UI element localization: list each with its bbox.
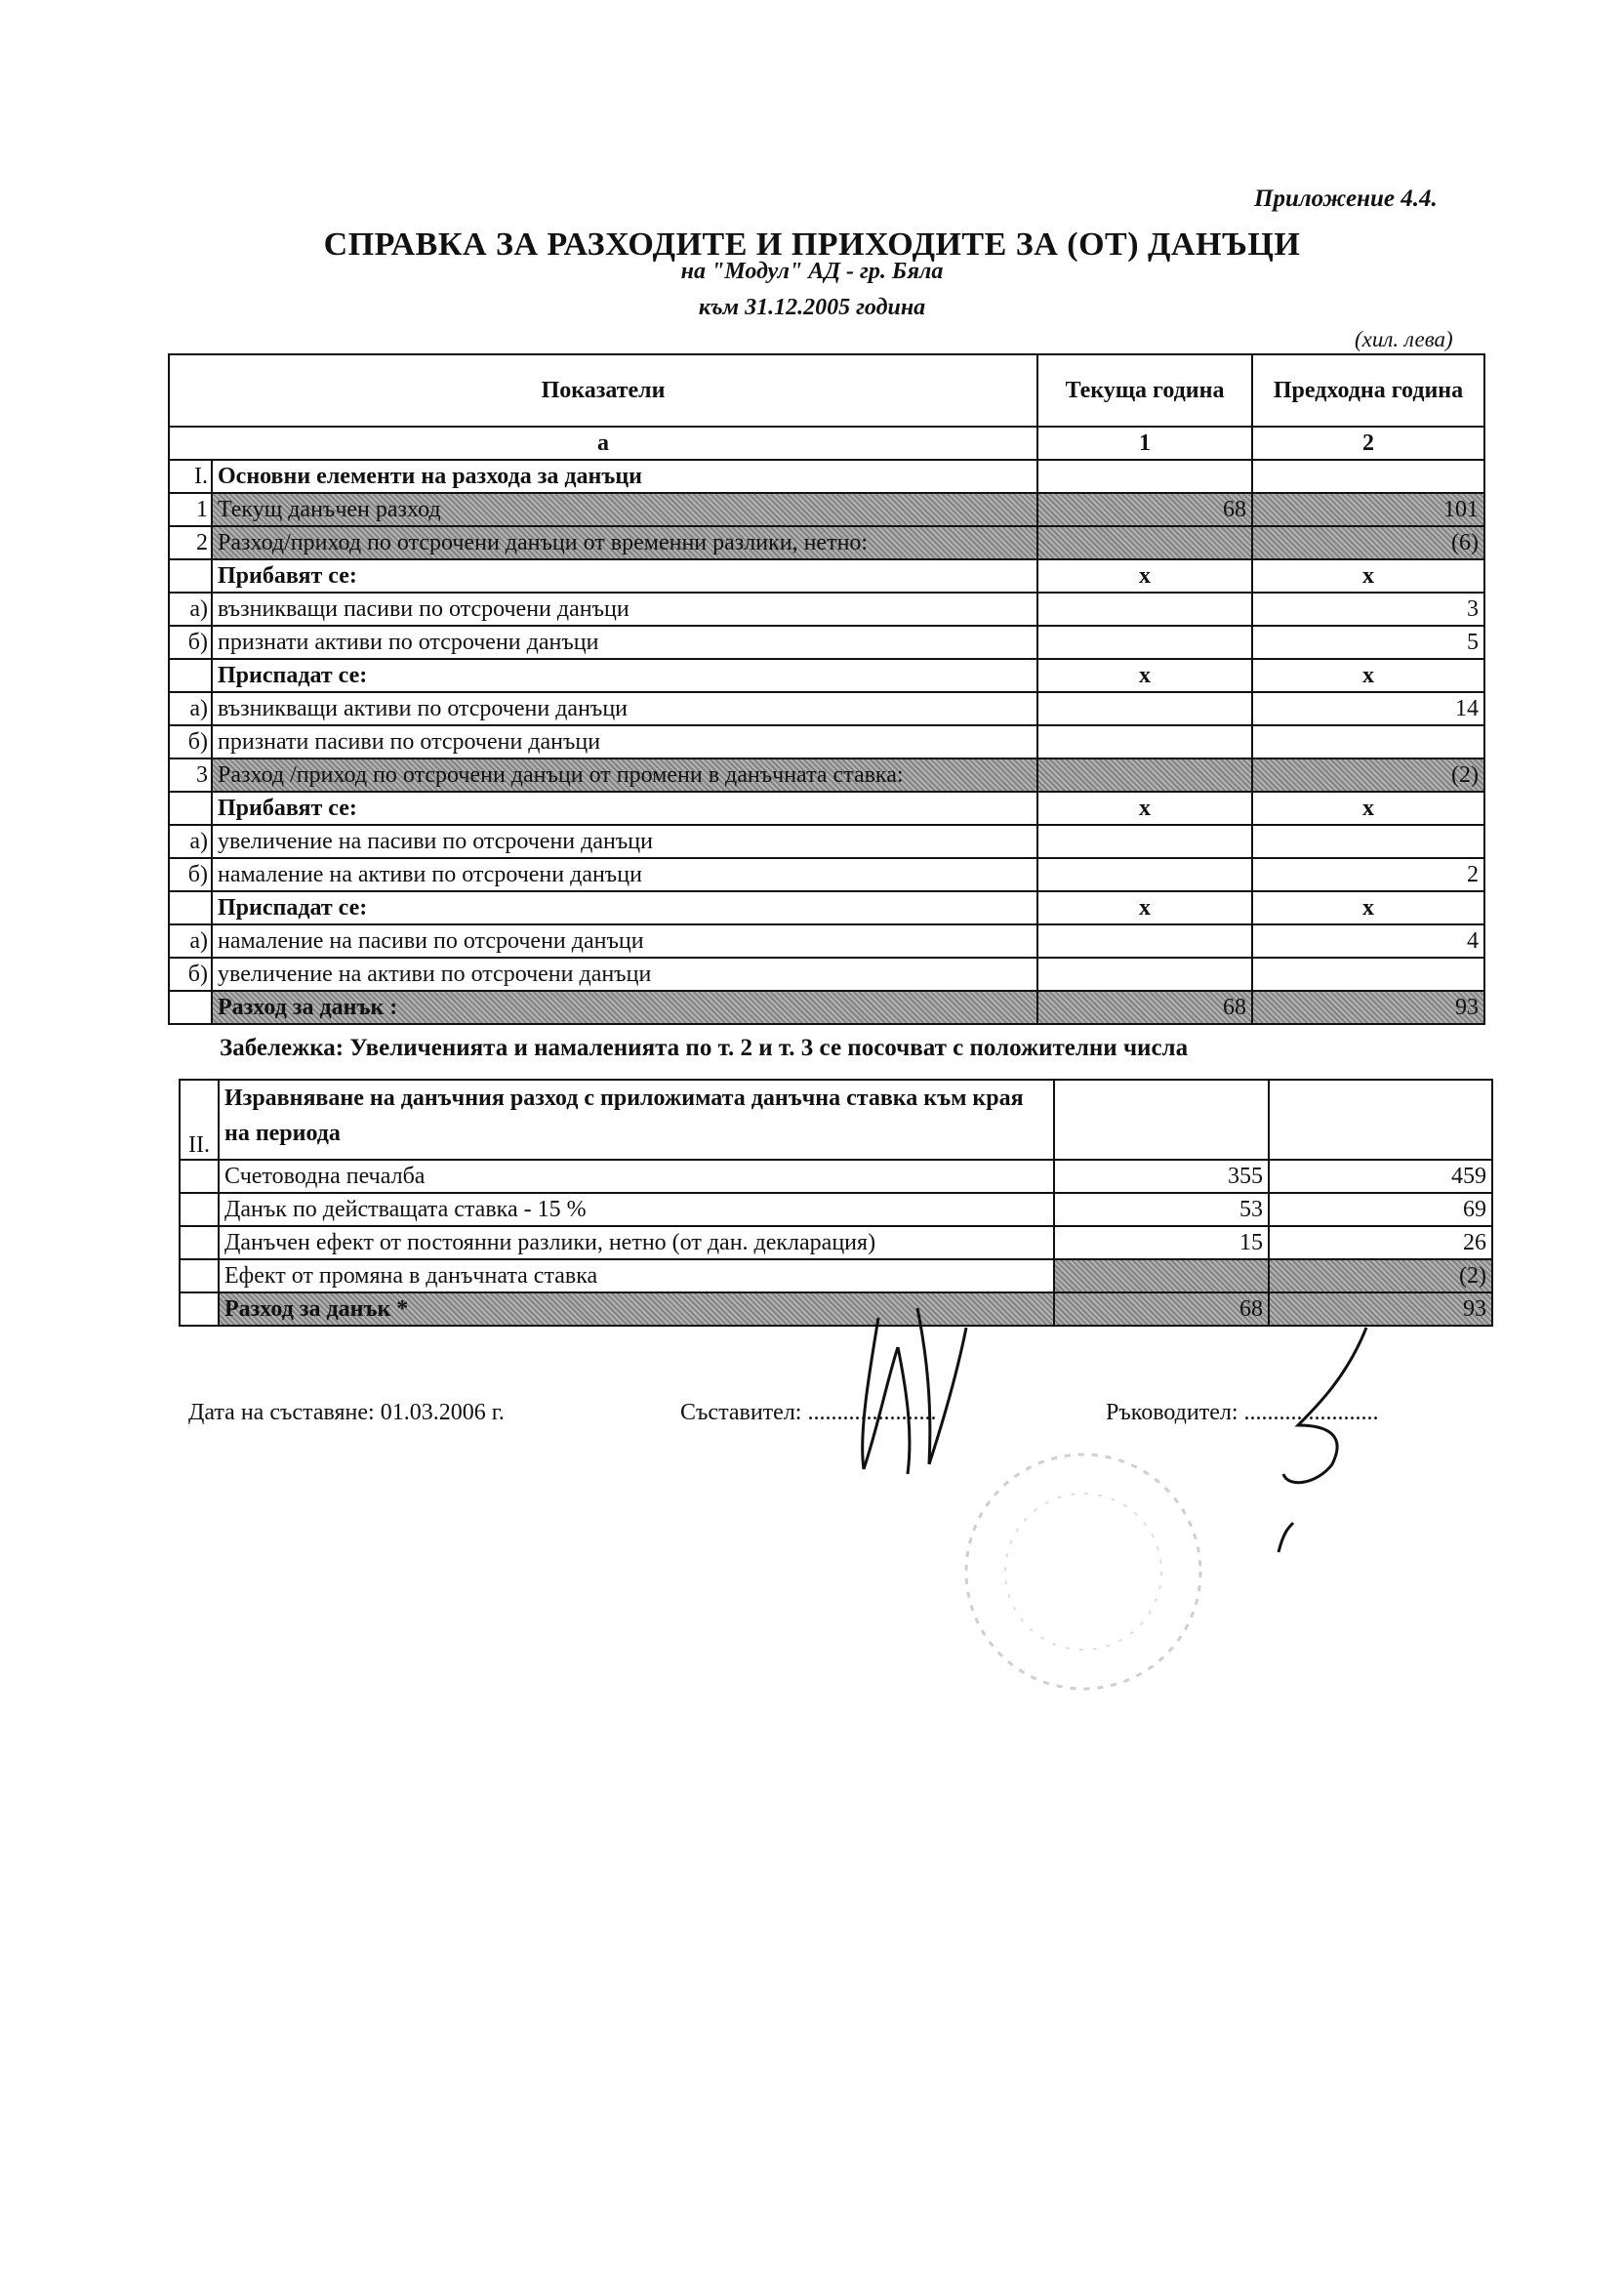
row-label: Разход за данък : [212,991,1037,1024]
previous-year-value: x [1252,792,1484,825]
empty-cell [180,1160,219,1193]
reconciliation-header: Изравняване на данъчния разход с приложимата данъчна ставка към края на периода [219,1080,1054,1160]
table-subheader-row [169,427,1484,460]
table-row [169,725,1484,758]
previous-year-value [1252,460,1484,493]
current-year-value: 355 [1054,1160,1269,1193]
current-year-value [1037,526,1252,559]
row-label: Прибавят се: [212,792,1037,825]
table-row [169,924,1484,958]
row-label: Разход за данък * [219,1292,1054,1326]
empty-cell [1054,1080,1269,1160]
row-label: Счетоводна печалба [219,1160,1054,1193]
current-year-value: 68 [1054,1292,1269,1326]
subheader-a: а [169,427,1037,460]
tax-expense-table [168,353,1485,1025]
previous-year-value: (2) [1252,758,1484,792]
row-index: 2 [169,526,212,559]
previous-year-value [1252,958,1484,991]
section-number: II. [180,1080,219,1160]
table-row [180,1259,1492,1292]
row-label: намаление на пасиви по отсрочени данъци [212,924,1037,958]
empty-cell [1269,1080,1492,1160]
row-label: Приспадат се: [212,891,1037,924]
previous-year-value: 93 [1269,1292,1492,1326]
row-index: I. [169,460,212,493]
compiler-signature-line: Съставител: ...................... [680,1400,937,1425]
row-index [169,659,212,692]
previous-year-value: 4 [1252,924,1484,958]
current-year-value [1037,958,1252,991]
current-year-value [1037,460,1252,493]
row-index: б) [169,858,212,891]
current-year-value [1054,1259,1269,1292]
row-label: Данък по действащата ставка - 15 % [219,1193,1054,1226]
document-title: СПРАВКА ЗА РАЗХОДИТЕ И ПРИХОДИТЕ ЗА (ОТ) ДАНЪЦИ [323,226,1301,263]
row-label: признати пасиви по отсрочени данъци [212,725,1037,758]
table-header-row [169,354,1484,427]
col-header-current-year: Текуща година [1037,354,1252,427]
previous-year-value: x [1252,559,1484,593]
current-year-value [1037,858,1252,891]
row-label: Приспадат се: [212,659,1037,692]
units-label: (хил. лева) [1355,327,1453,351]
row-label: увеличение на пасиви по отсрочени данъци [212,825,1037,858]
empty-cell [180,1193,219,1226]
previous-year-value: 2 [1252,858,1484,891]
row-label: намаление на активи по отсрочени данъци [212,858,1037,891]
row-label: Разход/приход по отсрочени данъци от временни разлики, нетно: [212,526,1037,559]
current-year-value [1037,593,1252,626]
empty-cell [180,1292,219,1326]
row-label: Разход /приход по отсрочени данъци от промени в данъчната ставка: [212,758,1037,792]
row-index [169,891,212,924]
current-year-value: x [1037,792,1252,825]
previous-year-value: 5 [1252,626,1484,659]
date-line: към 31.12.2005 година [698,295,926,320]
empty-cell [180,1259,219,1292]
previous-year-value: (6) [1252,526,1484,559]
table-row [169,858,1484,891]
row-index: 1 [169,493,212,526]
table-row [180,1160,1492,1193]
previous-year-value: 93 [1252,991,1484,1024]
current-year-value: 68 [1037,991,1252,1024]
current-year-value [1037,758,1252,792]
current-year-value [1037,825,1252,858]
row-label: Данъчен ефект от постоянни разлики, нетно (от дан. декларация) [219,1226,1054,1259]
row-index: 3 [169,758,212,792]
previous-year-value: 26 [1269,1226,1492,1259]
table-row [169,659,1484,692]
col-header-previous-year: Предходна година [1252,354,1484,427]
current-year-value [1037,692,1252,725]
stamp-seal [937,1425,1230,1718]
current-year-value: 53 [1054,1193,1269,1226]
current-year-value [1037,924,1252,958]
row-label: увеличение на активи по отсрочени данъци [212,958,1037,991]
row-label: възникващи пасиви по отсрочени данъци [212,593,1037,626]
current-year-value: x [1037,559,1252,593]
table-row [180,1226,1492,1259]
row-label: Текущ данъчен разход [212,493,1037,526]
row-index [169,991,212,1024]
table-row [169,692,1484,725]
row-label: признати активи по отсрочени данъци [212,626,1037,659]
table-row [169,526,1484,559]
row-index: а) [169,593,212,626]
table-row [169,460,1484,493]
previous-year-value: 14 [1252,692,1484,725]
previous-year-value: 459 [1269,1160,1492,1193]
table-row [169,493,1484,526]
current-year-value: x [1037,659,1252,692]
row-index: а) [169,825,212,858]
subheader-1: 1 [1037,427,1252,460]
appendix-label: Приложение 4.4. [1254,185,1438,212]
row-index [169,559,212,593]
row-label: възникващи активи по отсрочени данъци [212,692,1037,725]
empty-cell [180,1226,219,1259]
table-row [169,958,1484,991]
row-index: б) [169,725,212,758]
current-year-value: 15 [1054,1226,1269,1259]
previous-year-value: x [1252,891,1484,924]
manager-signature [1239,1318,1386,1562]
previous-year-value: 3 [1252,593,1484,626]
company-line: на "Модул" АД - гр. Бяла [680,259,944,284]
table-row [169,758,1484,792]
table-row [169,891,1484,924]
footnote: Забележка: Увеличенията и намаленията по т. 2 и т. 3 се посочват с положителни числа [220,1035,1189,1061]
row-label: Ефект от промяна в данъчната ставка [219,1259,1054,1292]
col-header-indicators: Показатели [169,354,1037,427]
row-index: б) [169,958,212,991]
table-row [169,559,1484,593]
previous-year-value: 101 [1252,493,1484,526]
current-year-value [1037,725,1252,758]
current-year-value: x [1037,891,1252,924]
manager-signature-line: Ръководител: ....................... [1106,1400,1379,1425]
row-index [169,792,212,825]
subheader-2: 2 [1252,427,1484,460]
table-row [169,991,1484,1024]
previous-year-value [1252,725,1484,758]
reconciliation-header-row [180,1080,1492,1160]
table-row [169,792,1484,825]
row-index: а) [169,692,212,725]
previous-year-value [1252,825,1484,858]
previous-year-value: x [1252,659,1484,692]
table-row [169,626,1484,659]
row-label: Прибавят се: [212,559,1037,593]
row-index: а) [169,924,212,958]
date-of-preparation: Дата на съставяне: 01.03.2006 г. [188,1400,505,1425]
current-year-value [1037,626,1252,659]
previous-year-value: (2) [1269,1259,1492,1292]
row-index: б) [169,626,212,659]
table-row [169,593,1484,626]
table-row [169,825,1484,858]
row-label: Основни елементи на разхода за данъци [212,460,1037,493]
current-year-value: 68 [1037,493,1252,526]
previous-year-value: 69 [1269,1193,1492,1226]
table-row [180,1193,1492,1226]
